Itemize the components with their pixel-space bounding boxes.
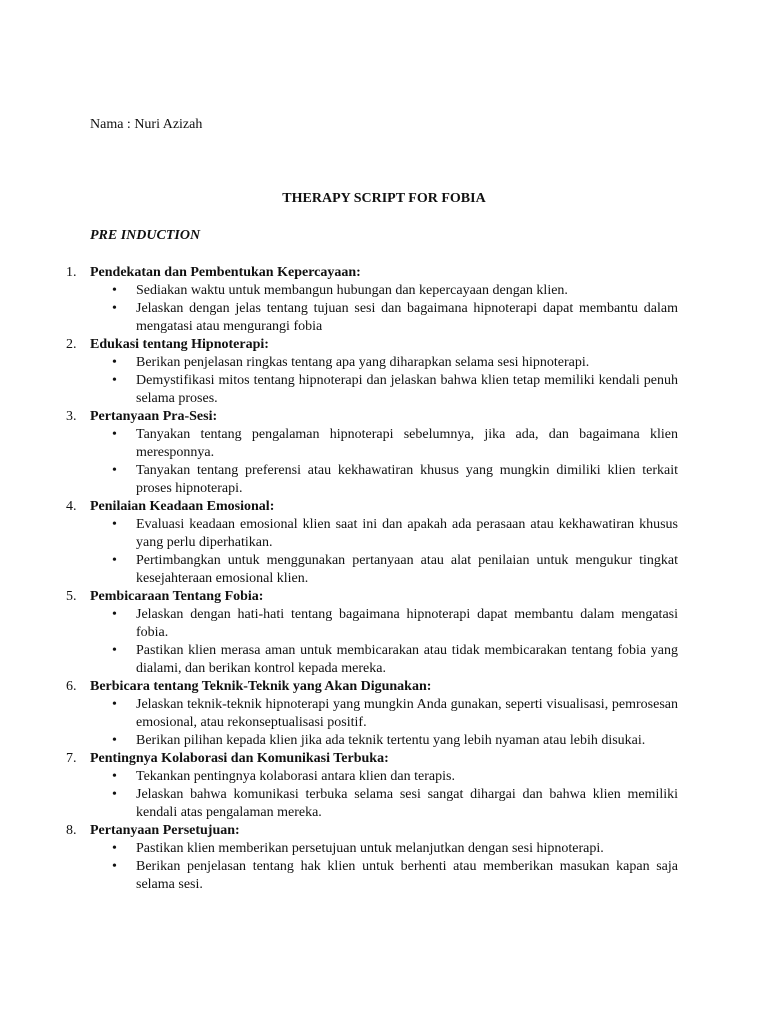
bullet-item — [66, 372, 678, 408]
item-heading: Pertanyaan Pra-Sesi: — [90, 409, 218, 424]
bullet-text: Pastikan klien memberikan persetujuan untuk melanjutkan dengan sesi hipnoterapi. — [136, 841, 604, 856]
bullet-dot-icon: • — [112, 553, 117, 568]
document-title: THERAPY SCRIPT FOR FOBIA — [282, 191, 486, 206]
item-number: 8. — [66, 823, 77, 838]
bullet-list — [66, 840, 678, 894]
bullet-list — [66, 516, 678, 588]
item-number: 1. — [66, 265, 77, 280]
bullet-item — [66, 426, 678, 462]
bullet-dot-icon: • — [112, 841, 117, 856]
bullet-list — [66, 696, 678, 750]
item-heading: Pertanyaan Persetujuan: — [90, 823, 240, 838]
item-number: 2. — [66, 337, 77, 352]
bullet-dot-icon: • — [112, 373, 117, 388]
item-heading: Edukasi tentang Hipnoterapi: — [90, 337, 269, 352]
bullet-text: Pastikan klien merasa aman untuk membicarakan atau tidak membicarakan tentang fobia yang dialami, dan berikan kontrol kepada mereka. — [136, 643, 678, 676]
item-heading: Pembicaraan Tentang Fobia: — [90, 589, 264, 604]
list-item — [66, 750, 678, 822]
item-number: 4. — [66, 499, 77, 514]
bullet-text: Sediakan waktu untuk membangun hubungan dan kepercayaan dengan klien. — [136, 283, 568, 298]
bullet-dot-icon: • — [112, 517, 117, 532]
bullet-dot-icon: • — [112, 463, 117, 478]
bullet-item — [66, 354, 678, 372]
bullet-item — [66, 786, 678, 822]
bullet-text: Tanyakan tentang pengalaman hipnoterapi sebelumnya, jika ada, dan bagaimana klien meresponnya. — [136, 427, 678, 460]
bullet-list — [66, 354, 678, 408]
bullet-text: Berikan penjelasan tentang hak klien untuk berhenti atau memberikan masukan kapan saja selama sesi. — [136, 859, 678, 892]
bullet-list — [66, 768, 678, 822]
bullet-item — [66, 606, 678, 642]
bullet-item — [66, 858, 678, 894]
name-line: Nama : Nuri Azizah — [90, 117, 203, 132]
bullet-item — [66, 300, 678, 336]
bullet-text: Tanyakan tentang preferensi atau kekhawatiran khusus yang mungkin dimiliki klien terkait proses hipnoterapi. — [136, 463, 678, 496]
bullet-list — [66, 606, 678, 678]
bullet-text: Pertimbangkan untuk menggunakan pertanyaan atau alat penilaian untuk mengukur tingkat kesejahteraan emosional klien. — [136, 553, 678, 586]
bullet-dot-icon: • — [112, 787, 117, 802]
item-heading: Penilaian Keadaan Emosional: — [90, 499, 275, 514]
bullet-dot-icon: • — [112, 427, 117, 442]
bullet-dot-icon: • — [112, 697, 117, 712]
bullet-list — [66, 282, 678, 336]
bullet-text: Demystifikasi mitos tentang hipnoterapi dan jelaskan bahwa klien tetap memiliki kendali penuh selama proses. — [136, 373, 678, 406]
bullet-list — [66, 426, 678, 498]
bullet-dot-icon: • — [112, 643, 117, 658]
bullet-text: Tekankan pentingnya kolaborasi antara klien dan terapis. — [136, 769, 455, 784]
list-item — [66, 588, 678, 678]
bullet-item — [66, 552, 678, 588]
bullet-dot-icon: • — [112, 733, 117, 748]
bullet-text: Jelaskan dengan jelas tentang tujuan sesi dan bagaimana hipnoterapi dapat membantu dalam mengatasi atau mengurangi fobia — [136, 301, 678, 334]
item-heading: Pentingnya Kolaborasi dan Komunikasi Terbuka: — [90, 751, 389, 766]
list-item — [66, 408, 678, 498]
bullet-item — [66, 642, 678, 678]
bullet-dot-icon: • — [112, 355, 117, 370]
numbered-list — [66, 264, 678, 894]
bullet-dot-icon: • — [112, 301, 117, 316]
bullet-dot-icon: • — [112, 607, 117, 622]
bullet-dot-icon: • — [112, 283, 117, 298]
bullet-dot-icon: • — [112, 769, 117, 784]
bullet-text: Evaluasi keadaan emosional klien saat ini dan apakah ada perasaan atau kekhawatiran khusus yang perlu diperhatikan. — [136, 517, 678, 550]
bullet-text: Jelaskan dengan hati-hati tentang bagaimana hipnoterapi dapat membantu dalam mengatasi fobia. — [136, 607, 678, 640]
bullet-text: Jelaskan bahwa komunikasi terbuka selama sesi sangat dihargai dan bahwa klien memiliki kendali atas pengalaman mereka. — [136, 787, 678, 820]
bullet-dot-icon: • — [112, 859, 117, 874]
item-heading: Berbicara tentang Teknik-Teknik yang Akan Digunakan: — [90, 679, 432, 694]
bullet-item — [66, 768, 678, 786]
list-item — [66, 336, 678, 408]
bullet-text: Jelaskan teknik-teknik hipnoterapi yang mungkin Anda gunakan, seperti visualisasi, pemrosesan emosional, atau rekonseptualisasi positif. — [136, 697, 678, 730]
item-heading: Pendekatan dan Pembentukan Kepercayaan: — [90, 265, 361, 280]
item-number: 6. — [66, 679, 77, 694]
item-number: 7. — [66, 751, 77, 766]
section-heading: PRE INDUCTION — [90, 228, 201, 243]
item-number: 3. — [66, 409, 77, 424]
bullet-item — [66, 462, 678, 498]
bullet-item — [66, 516, 678, 552]
bullet-text: Berikan pilihan kepada klien jika ada teknik tertentu yang lebih nyaman atau lebih disukai. — [136, 733, 646, 748]
list-item — [66, 498, 678, 588]
bullet-text: Berikan penjelasan ringkas tentang apa yang diharapkan selama sesi hipnoterapi. — [136, 355, 590, 370]
list-item — [66, 264, 678, 336]
bullet-item — [66, 696, 678, 732]
list-item — [66, 822, 678, 894]
list-item — [66, 678, 678, 750]
bullet-item — [66, 732, 678, 750]
bullet-item — [66, 282, 678, 300]
bullet-item — [66, 840, 678, 858]
item-number: 5. — [66, 589, 77, 604]
